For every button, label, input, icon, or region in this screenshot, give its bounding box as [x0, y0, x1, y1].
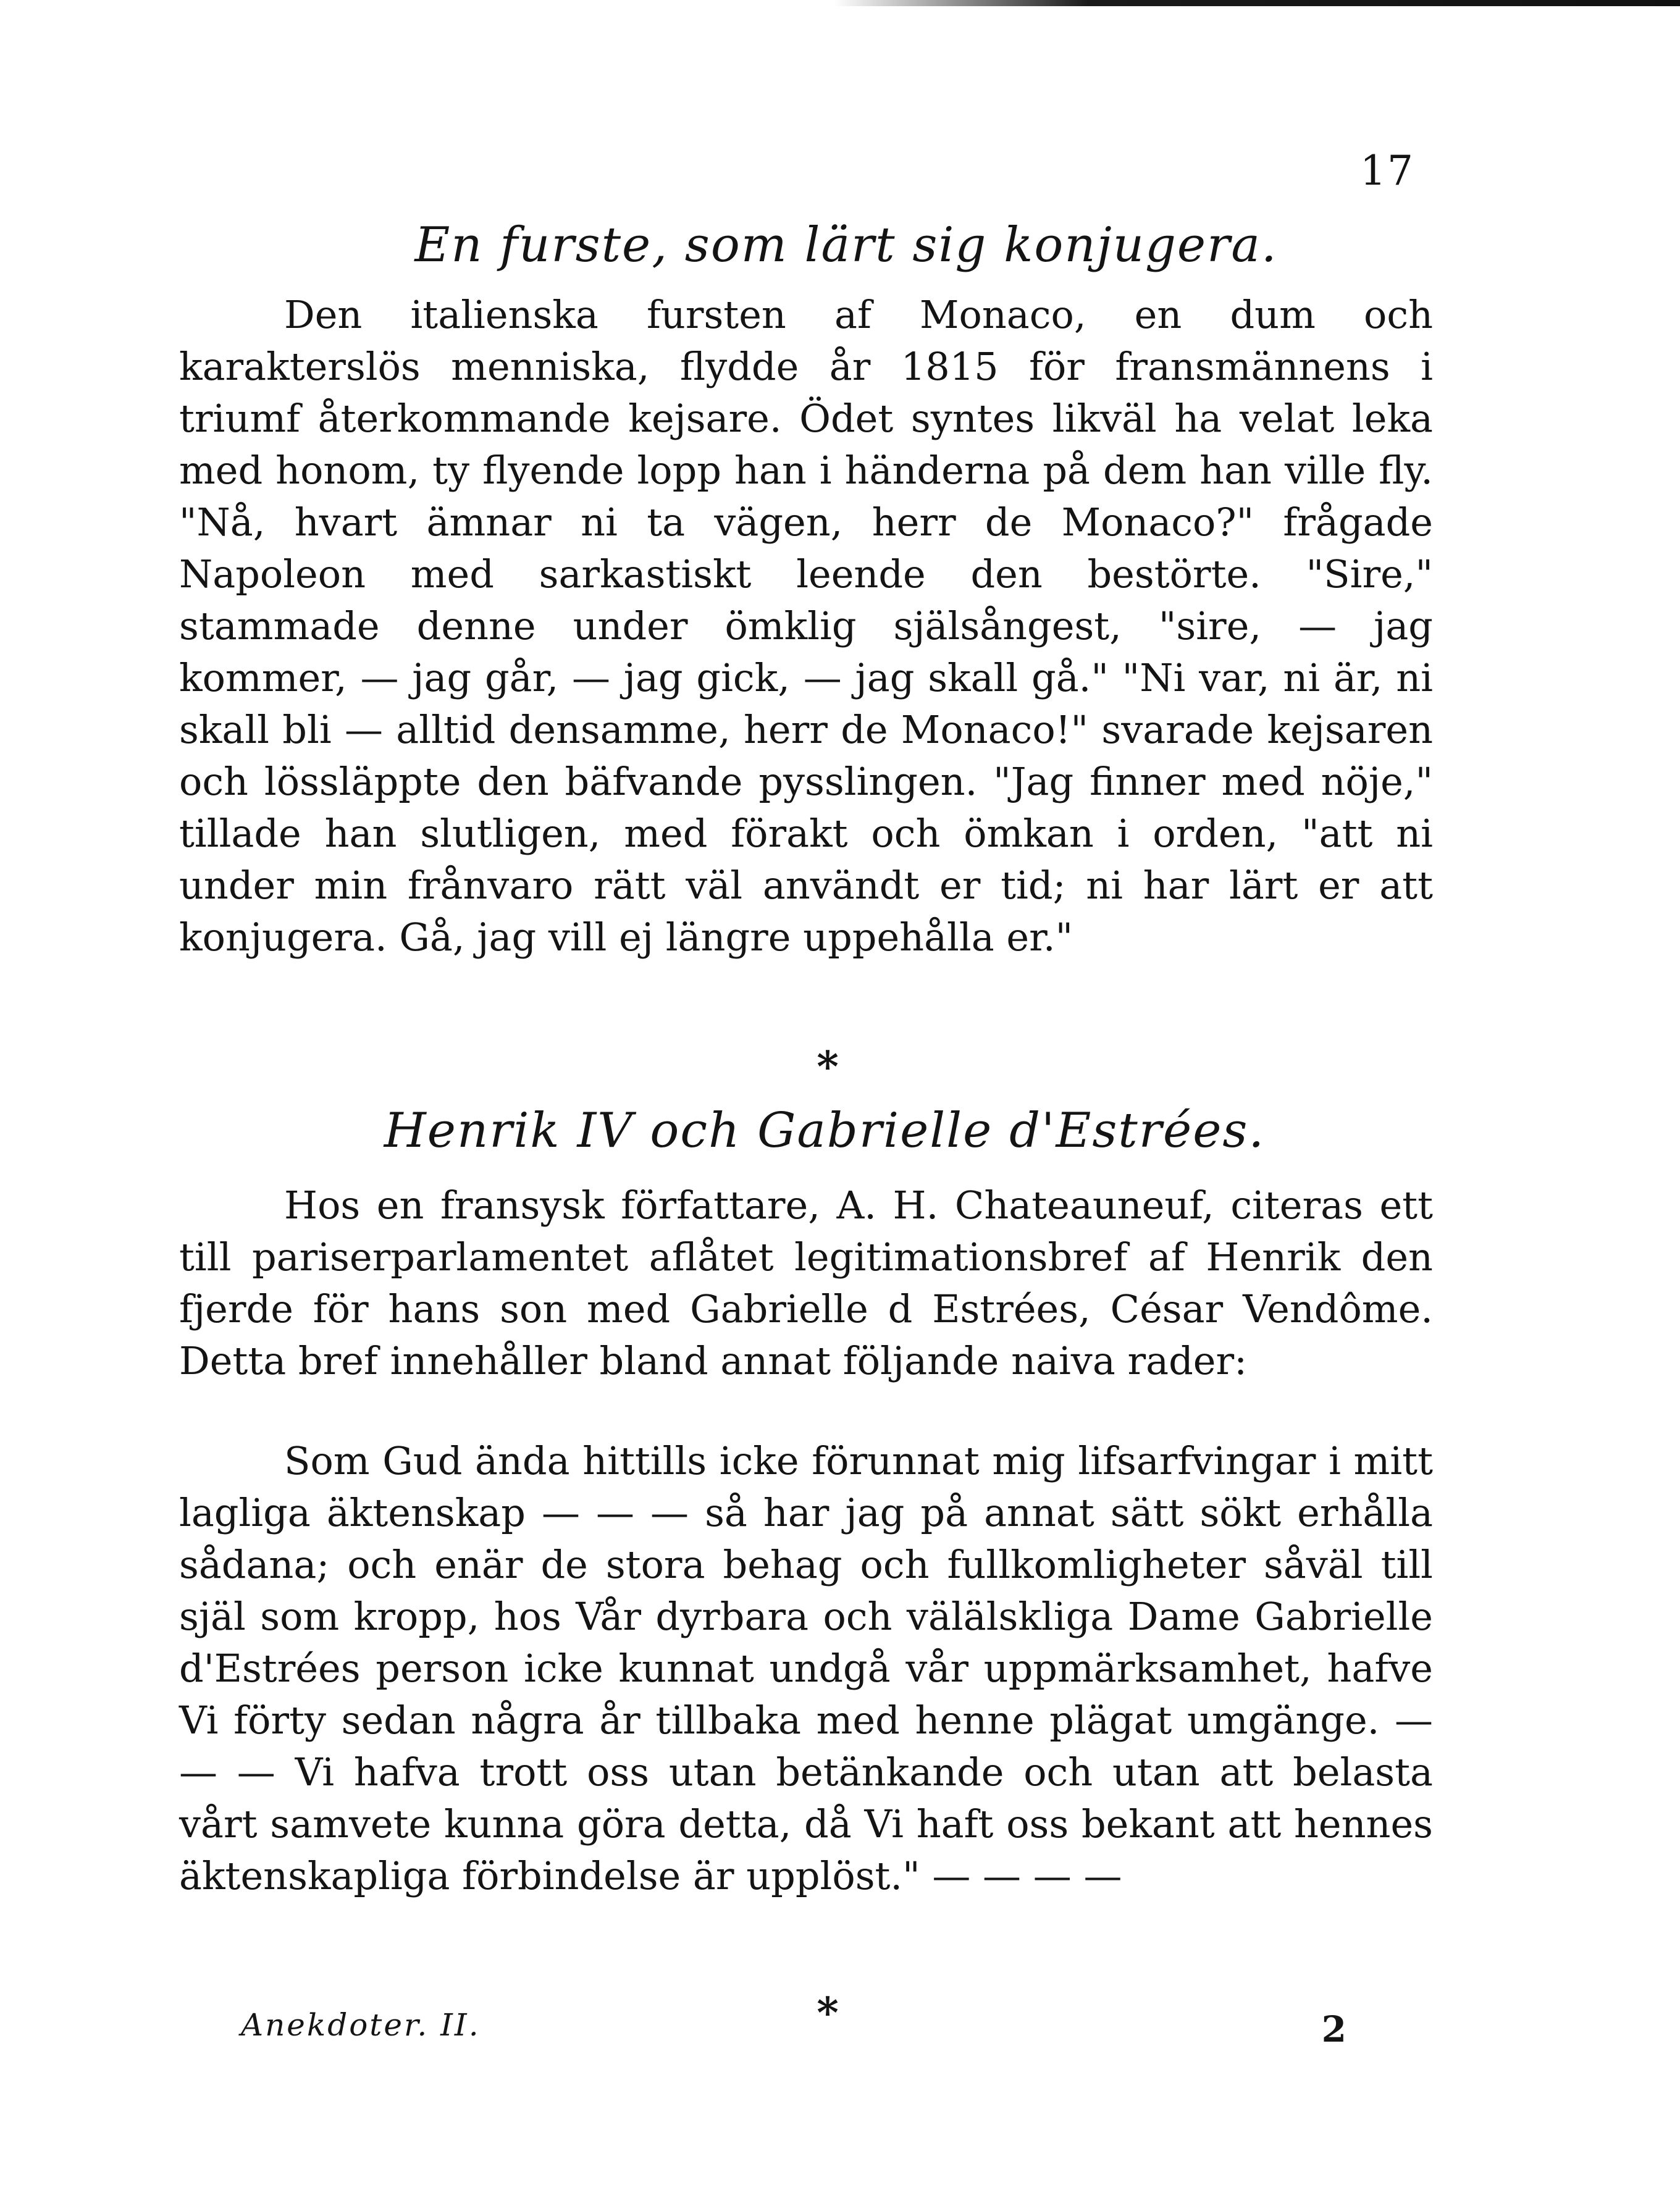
anecdote-paragraph-henrik-intro: Hos en fransysk författare, A. H. Chateauneuf, citeras ett till pariserparlamentet aflåtet legitimationsbref af Henrik den fjerde för hans son med Gabrielle d Estrées, César Vendôme. Detta bref innehåller bland annat följande naiva rader:	[179, 1183, 1433, 1383]
sheet-signature-number: 2	[1321, 2008, 1346, 2050]
printer-signature: Anekdoter. II.	[241, 2007, 481, 2043]
anecdote-title-henrik: Henrik IV och Gabrielle d'Estrées.	[384, 1103, 1266, 1159]
page-number: 17	[1360, 147, 1414, 195]
section-separator-end: *	[817, 1989, 839, 2038]
book-page	[154, 0, 1439, 2188]
anecdote-paragraph-monaco: Den italienska fursten af Monaco, en dum och karakterslös menniska, flydde år 1815 för fransmännens i triumf återkommande kejsare. Ödet syntes likväl ha velat leka med honom, ty flyende lopp han i händerna på dem han ville fly. "Nå, hvart ämnar ni ta vägen, herr de Monaco?" frågade Napoleon med sarkastiskt leende den bestörte. "Sire," stammade denne under ömklig själsångest, "sire, — jag kommer, — jag går, — jag gick, — jag skall gå." "Ni var, ni är, ni skall bli — alltid densamme, herr de Monaco!" svarade kejsaren och lössläppte den bäfvande pysslingen. "Jag finner med nöje," tillade han slutligen, med förakt och ömkan i orden, "att ni under min frånvaro rätt väl användt er tid; ni har lärt er att konjugera. Gå, jag vill ej längre uppehålla er."	[179, 292, 1433, 960]
anecdote-title-monaco: En furste, som lärt sig konjugera.	[414, 217, 1278, 273]
anecdote-paragraph-henrik-quote: Som Gud ända hittills icke förunnat mig lifsarfvingar i mitt lagliga äktenskap — — — så har jag på annat sätt sökt erhålla sådana; och enär de stora behag och fullkomligheter såväl till själ som kropp, hos Vår dyrbara och välälskliga Dame Gabrielle d'Estrées person icke kunnat undgå vår uppmärksamhet, hafve Vi förty sedan några år tillbaka med henne plägat umgänge. — — — Vi hafva trott oss utan betänkande och utan att belasta vårt samvete kunna göra detta, då Vi haft oss bekant att hennes äktenskapliga förbindelse är upplöst." — — — —	[179, 1438, 1433, 1898]
section-separator: *	[817, 1042, 839, 1092]
